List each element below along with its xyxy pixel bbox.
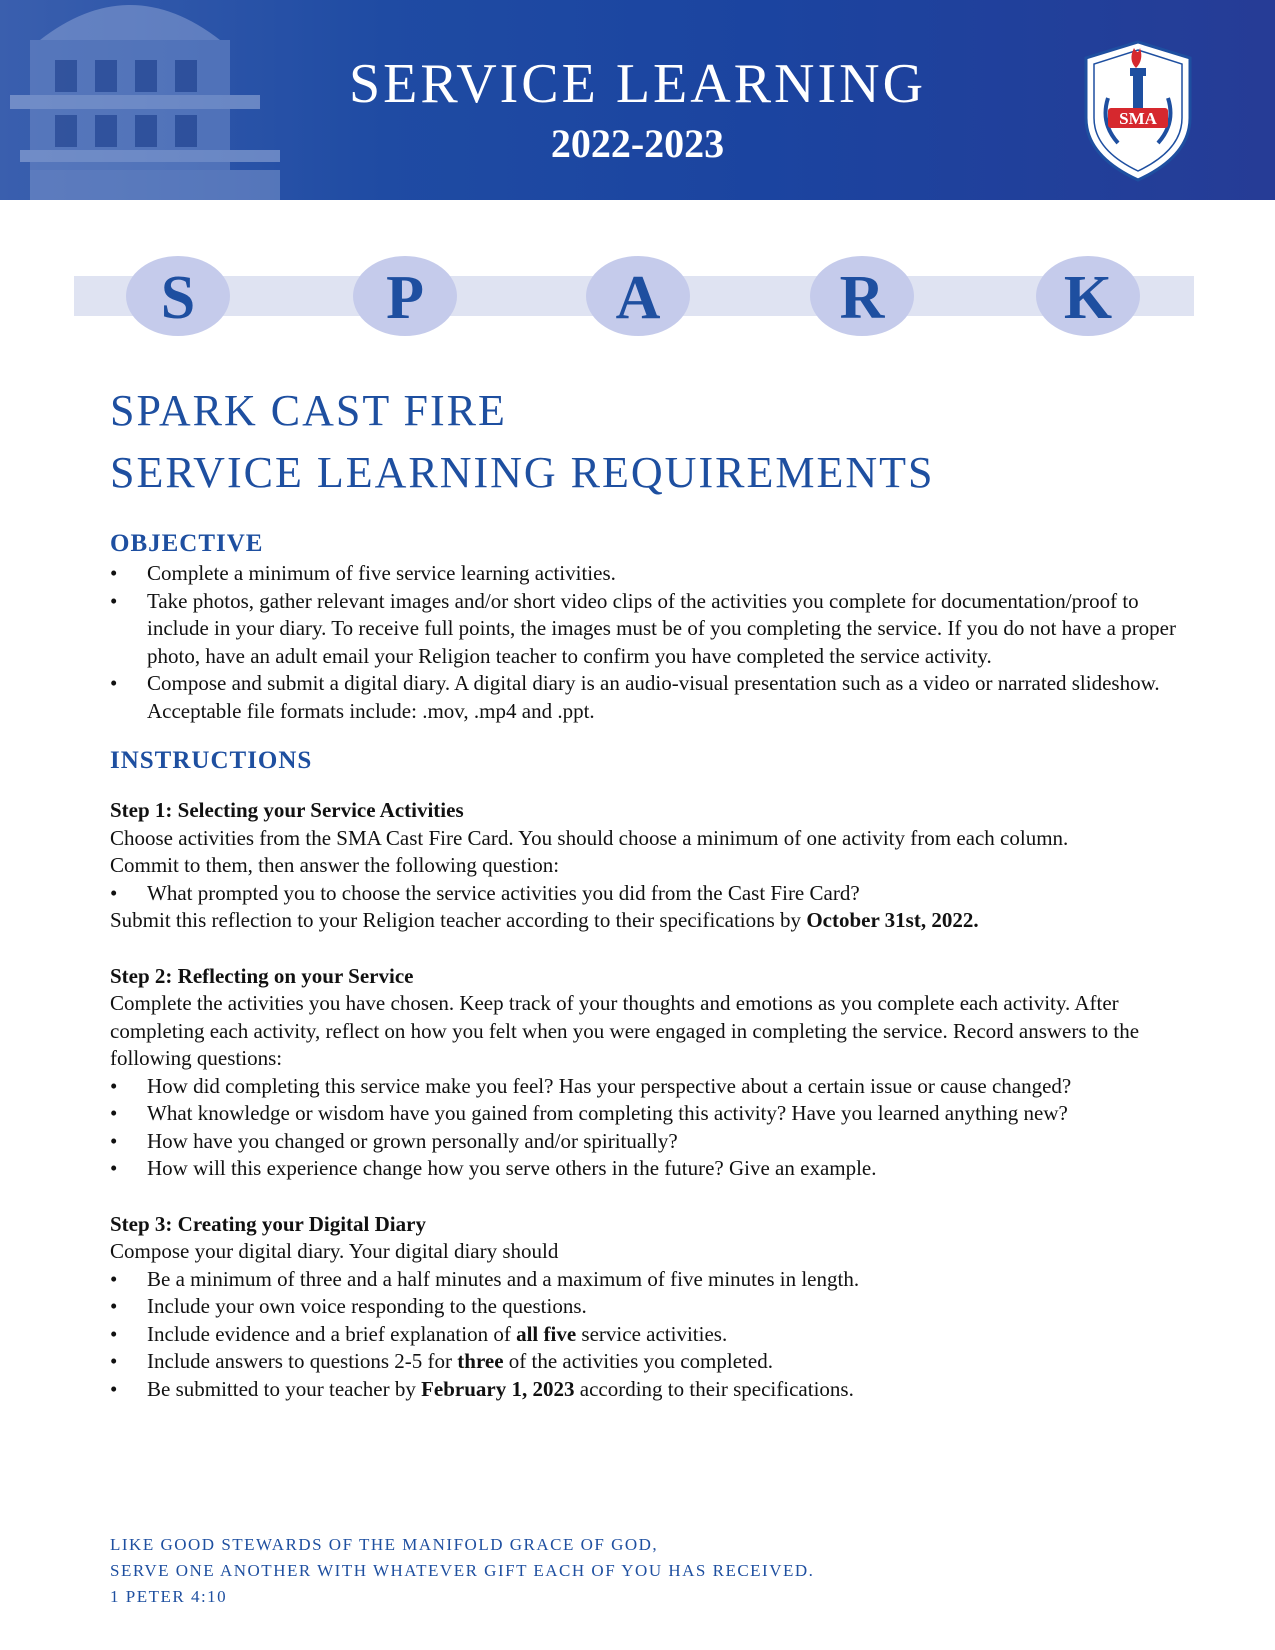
spark-letter-r: R xyxy=(810,256,914,336)
list-item: • How have you changed or grown personally and/or spiritually? xyxy=(110,1128,1190,1156)
footer-line-2: SERVE ONE ANOTHER WITH WHATEVER GIFT EACH OF YOU HAS RECEIVED. xyxy=(110,1561,815,1580)
step2-heading: Step 2: Reflecting on your Service xyxy=(110,963,414,988)
list-item: • How did completing this service make you feel? Has your perspective about a certain issue or cause changed? xyxy=(110,1073,1190,1101)
footer-quote xyxy=(110,1532,814,1610)
step3-list xyxy=(110,1266,1190,1404)
list-item: • Include answers to questions 2-5 for three of the activities you completed. xyxy=(110,1348,1190,1376)
list-item: • Include evidence and a brief explanation of all five service activities. xyxy=(110,1321,1190,1349)
step1-list xyxy=(110,880,1190,908)
spark-letter-p: P xyxy=(353,256,457,336)
list-item: • Complete a minimum of five service learning activities. xyxy=(110,560,1190,588)
list-item: • Be submitted to your teacher by February 1, 2023 according to their specifications. xyxy=(110,1376,1190,1404)
title-line-2: SERVICE LEARNING REQUIREMENTS xyxy=(110,448,935,497)
step2-list xyxy=(110,1073,1190,1183)
step3-text: Compose your digital diary. Your digital diary should xyxy=(110,1239,559,1263)
footer-citation: 1 PETER 4:10 xyxy=(110,1587,228,1606)
header-banner xyxy=(0,0,1275,200)
step2-text: Complete the activities you have chosen. Keep track of your thoughts and emotions as you complete each activity. After completing each activity, reflect on how you felt when you were engaged in completing the service. Record answers to the following questions: xyxy=(110,991,1140,1070)
step1-deadline: October 31st, 2022. xyxy=(806,908,979,932)
step1-heading: Step 1: Selecting your Service Activities xyxy=(110,798,464,822)
instructions-heading: INSTRUCTIONS xyxy=(110,747,313,774)
list-item: • Be a minimum of three and a half minutes and a maximum of five minutes in length. xyxy=(110,1266,1190,1294)
spark-letter-s: S xyxy=(126,256,230,336)
banner-year: 2022-2023 xyxy=(550,121,725,166)
spark-letter-a: A xyxy=(586,256,690,336)
list-item: • What prompted you to choose the service activities you did from the Cast Fire Card? xyxy=(110,880,1190,908)
banner-title: SERVICE LEARNING xyxy=(348,53,927,115)
crest-text: SMA xyxy=(1119,109,1157,128)
school-crest-logo xyxy=(1078,38,1198,184)
objective-list xyxy=(110,560,1190,725)
list-item: • Compose and submit a digital diary. A digital diary is an audio-visual presentation such as a video or narrated slideshow. Acceptable file formats include: .mov, .mp4 and .ppt. xyxy=(110,670,1190,725)
list-item: • How will this experience change how you serve others in the future? Give an example. xyxy=(110,1155,1190,1183)
spark-letter-k: K xyxy=(1036,256,1140,336)
objective-heading: OBJECTIVE xyxy=(110,530,264,557)
page-title xyxy=(110,380,934,504)
main-content xyxy=(110,528,1190,1403)
step1-text-2: Commit to them, then answer the following question: xyxy=(110,853,560,877)
footer-line-1: LIKE GOOD STEWARDS OF THE MANIFOLD GRACE OF GOD, xyxy=(110,1535,659,1554)
step1-submit xyxy=(110,907,1190,935)
step3-heading: Step 3: Creating your Digital Diary xyxy=(110,1211,426,1236)
list-item: • Include your own voice responding to the questions. xyxy=(110,1293,1190,1321)
list-item: • What knowledge or wisdom have you gained from completing this activity? Have you learned anything new? xyxy=(110,1100,1190,1128)
title-line-1: SPARK CAST FIRE xyxy=(110,386,507,435)
list-item: • Take photos, gather relevant images and/or short video clips of the activities you complete for documentation/proof to include in your diary. To receive full points, the images must be of you completing the service. If you do not have a proper photo, have an adult email your Religion teacher to confirm you have completed the service activity. xyxy=(110,588,1190,671)
submit-text: Submit this reflection to your Religion teacher according to their specifications by xyxy=(110,908,807,932)
step1-text: Choose activities from the SMA Cast Fire Card. You should choose a minimum of one activity from each column. xyxy=(110,825,1069,850)
